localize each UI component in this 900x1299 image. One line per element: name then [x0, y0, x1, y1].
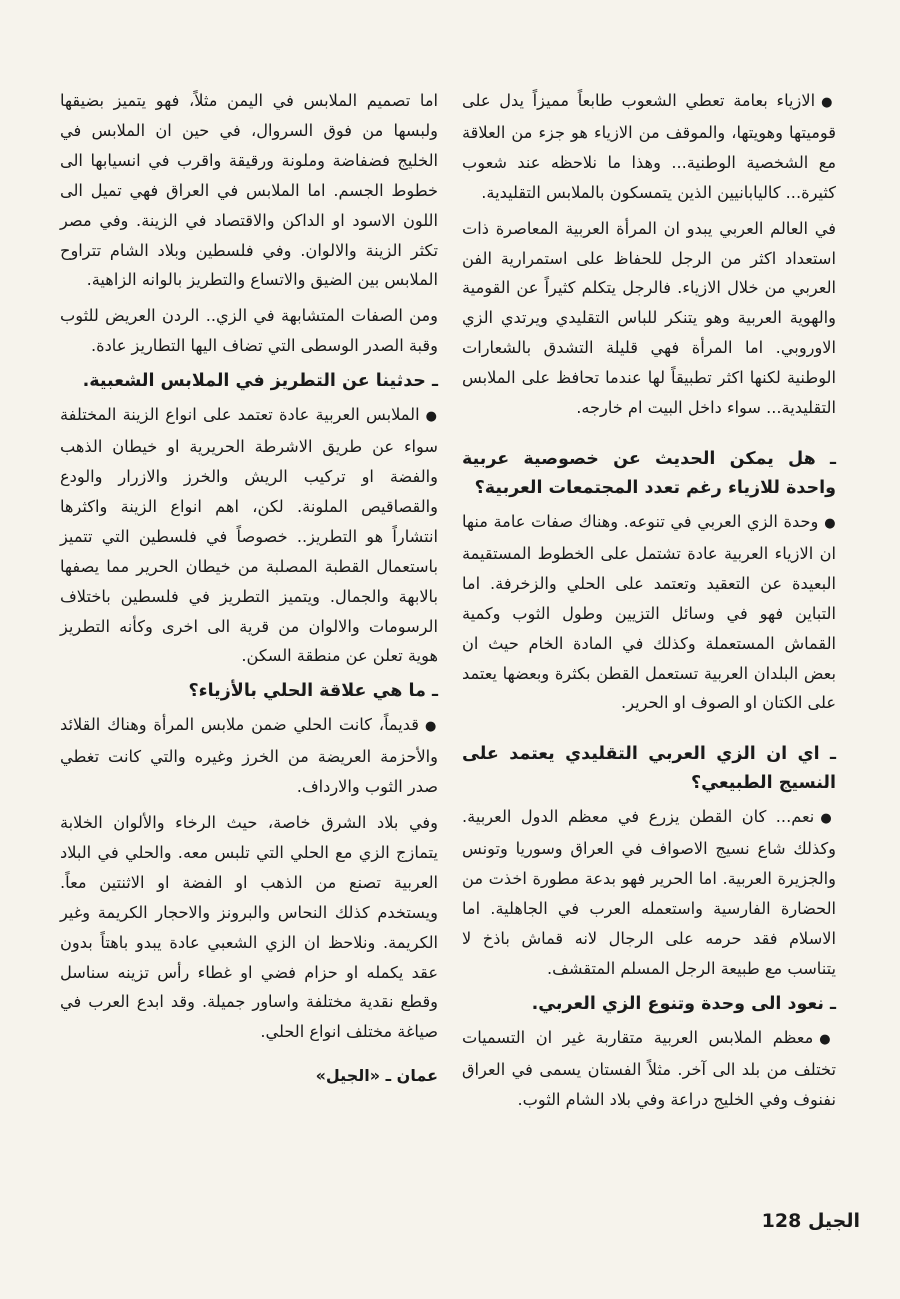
paragraph: وفي بلاد الشرق خاصة، حيث الرخاء والألوان الخلابة يتمازج الزي مع الحلي التي تلبس معه. والحلي في البلاد العربية تصنع من الذهب او الفضة او الاثنتين معاً. ويستخدم كذلك النحاس والبرونز والاحجار الكريمة وغير الكريمة. ونلاحظ ان الزي الشعبي عادة يبدو باهتاً بدون عقد يكمله او حزام فضي او غطاء رأس تزينه سناسل وقطع نقدية مختلفة واساور جميلة. وقد ابدع العرب في صياغة مختلف انواع الحلي. [60, 813, 438, 1042]
paragraph-text: الملابس العربية عادة تعتمد على انواع الزينة المختلفة سواء عن طريق الاشرطة الحريرية او خيطان الذهب والفضة او تركيب الريش والخرز والازرار والودع والقصاقيص الملونة. لكن، اهم انواع الزينة واكثرها انتشاراً هو التطريز.. خصوصاً في فلسطين التي تتميز باستعمال القطبة المصلبة من خيطان الحرير مما يصفها بالابهة والجمال. ويتميز التطريز في فلسطين باختلاف الرسومات والالوان من قرية الى اخرى وكأنه التطريز هوية تعلن عن منطقة السكن. [60, 405, 438, 666]
magazine-name: الجيل [807, 1210, 860, 1232]
paragraph [462, 802, 836, 983]
paragraph: اما تصميم الملابس في اليمن مثلاً، فهو يتميز بضيقها ولبسها من فوق السروال، في حين ان الملابس في الخليج فضفاضة وملونة ورقيقة واقرب في انسيابها الى خطوط الجسم. اما الملابس في العراق فهي تميل الى اللون الاسود او الداكن والاقتصاد في الزينة. وفي مصر تكثر الزينة والالوان. وفي فلسطين وبلاد الشام تتراوح الملابس بين الضيق والاتساع والتطريز بالوانه الزاهية. [60, 91, 438, 290]
paragraph [60, 710, 438, 802]
paragraph: في العالم العربي يبدو ان المرأة العربية المعاصرة ذات استعداد اكثر من الرجل للحفاظ على استمرارية الفن العربي من خلال الازياء. فالرجل يتكلم كثيراً عن القومية والهوية العربية وهو يتنكر للباس التقليدي ويرتدي الزي الاوروبي. اما المرأة فهي قليلة التشدق بالشعارات الوطنية لكنها اكثر تطبيقاً لها عندما تحافظ على الملابس التقليدية... سواء داخل البيت ام خارجه. [462, 218, 836, 418]
paragraph [462, 86, 836, 208]
bullet-icon: ● [824, 515, 836, 531]
paragraph-text: وحدة الزي العربي في تنوعه. وهناك صفات عامة منها ان الازياء العربية عادة تشتمل على الخطوط المستقيمة البعيدة عن التعقيد وتعتمد على الحلي والزخرفة. اما التباين فهو في وسائل التزيين وطول الثوب وكمية القماش المستعملة وكذلك في المادة الخام حيث ان بعض البلدان العربية تستعمل القطن بكثرة وبعضها يعتمد على الكتان او الصوف او الحرير. [462, 511, 836, 713]
paragraph: ومن الصفات المتشابهة في الزي.. الردن العريض للثوب وقبة الصدر الوسطى التي تضاف اليها التطاريز عادة. [60, 306, 438, 356]
article-signature: عمان ـ «الجيل» [315, 1066, 438, 1086]
page-number: 128 [761, 1210, 802, 1232]
paragraph-text: قديماً، كانت الحلي ضمن ملابس المرأة وهناك القلائد والأحزمة العريضة من الخرز وغيره والتي كانت تغطي صدر الثوب والارداف. [60, 715, 438, 797]
question-heading: ـ هل يمكن الحديث عن خصوصية عربية واحدة للازياء رغم تعدد المجتمعات العربية؟ [462, 448, 836, 498]
paragraph [462, 1023, 836, 1115]
right-column [462, 86, 836, 1120]
paragraph-text: معظم الملابس العربية متقاربة غير ان التسميات تختلف من بلد الى آخر. مثلاً الفستان يسمى في العراق نفنوف وفي الخليج دراعة وفي بلاد الشام الثوب. [462, 1027, 836, 1109]
paragraph [60, 400, 438, 671]
bullet-icon: ● [819, 1031, 837, 1047]
page-footer [740, 1210, 860, 1232]
question-heading: ـ نعود الى وحدة وتنوع الزي العربي. [531, 993, 836, 1014]
bullet-icon: ● [425, 719, 438, 735]
left-column [60, 86, 438, 1091]
paragraph-text: نعم... كان القطن يزرع في معظم الدول العربية. وكذلك شاع نسيج الاصواف في العراق وسوريا وتونس والجزيرة العربية. اما الحرير فهو بدعة مطورة اخذت من الحضارة الفارسية واستعمله العرب في الجاهلية. اما الاسلام فقد حرمه على الرجال لانه قماش باذخ لا يتناسب مع طبيعة الرجل المسلم المتقشف. [462, 807, 836, 978]
question-heading: ـ اي ان الزي العربي التقليدي يعتمد على النسيج الطبيعي؟ [462, 744, 836, 794]
paragraph [462, 507, 836, 718]
bullet-icon: ● [821, 95, 837, 110]
question-heading: ـ حدثينا عن التطريز في الملابس الشعبية. [82, 371, 438, 392]
bullet-icon: ● [820, 811, 837, 827]
question-heading: ـ ما هي علاقة الحلي بالأزياء؟ [188, 681, 438, 702]
bullet-icon: ● [425, 409, 439, 425]
paragraph-text: الازياء بعامة تعطي الشعوب طابعاً مميزاً يدل على قوميتها وهويتها، والموقف من الازياء هو جزء من العلاقة مع الشخصية الوطنية... وهذا ما نلاحظه عند شعوب كثيرة... كاليابانيين الذين يتمسكون بالملابس التقليدية. [462, 91, 836, 202]
